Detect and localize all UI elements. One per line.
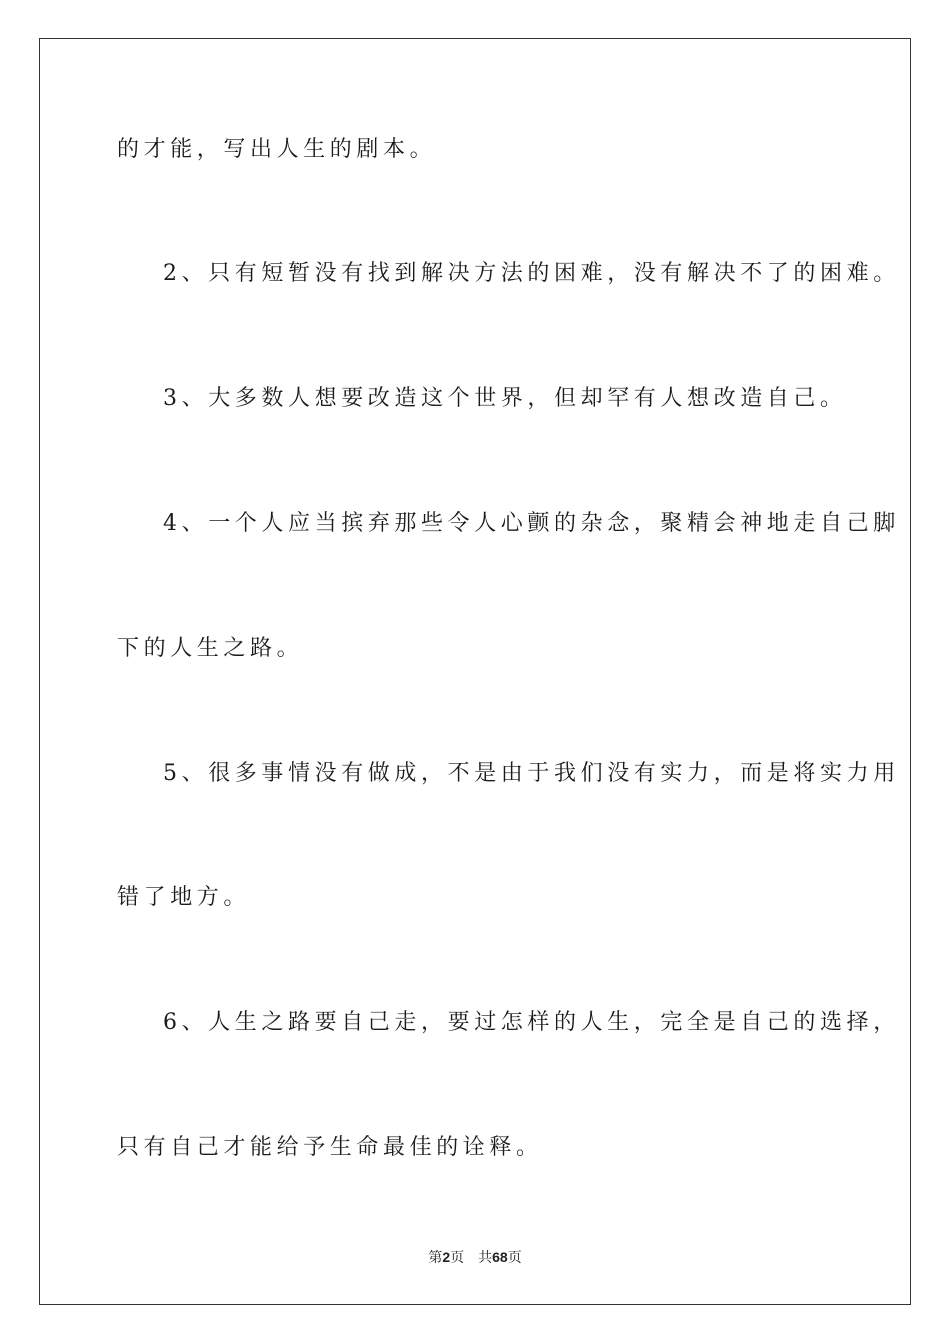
paragraph-6-line-1: 6、人生之路要自己走，要过怎样的人生，完全是自己的选择， <box>163 1010 900 1035</box>
paragraph-1-line-1: 的才能，写出人生的剧本。 <box>117 137 437 162</box>
paragraph-4-line-1: 4、一个人应当摈弃那些令人心颤的杂念，聚精会神地走自己脚 <box>163 511 900 536</box>
page-footer <box>0 1248 950 1267</box>
paragraph-6-line-2: 只有自己才能给予生命最佳的诠释。 <box>117 1135 543 1160</box>
paragraph-4-line-2: 下的人生之路。 <box>117 636 304 661</box>
paragraph-5-line-1: 5、很多事情没有做成，不是由于我们没有实力，而是将实力用 <box>163 761 900 786</box>
total-suffix: 页 <box>507 1250 522 1266</box>
total-pages: 68 <box>492 1249 508 1265</box>
page-prefix: 第 <box>428 1250 443 1266</box>
paragraph-2-line-1: 2、只有短暂没有找到解决方法的困难，没有解决不了的困难。 <box>163 261 900 286</box>
total-prefix: 共 <box>478 1250 493 1266</box>
page-frame <box>39 38 911 1305</box>
paragraph-5-line-2: 错了地方。 <box>117 885 251 910</box>
page-number: 2 <box>442 1249 451 1265</box>
paragraph-3-line-1: 3、大多数人想要改造这个世界，但却罕有人想改造自己。 <box>163 386 847 411</box>
page-suffix: 页 <box>450 1250 465 1266</box>
